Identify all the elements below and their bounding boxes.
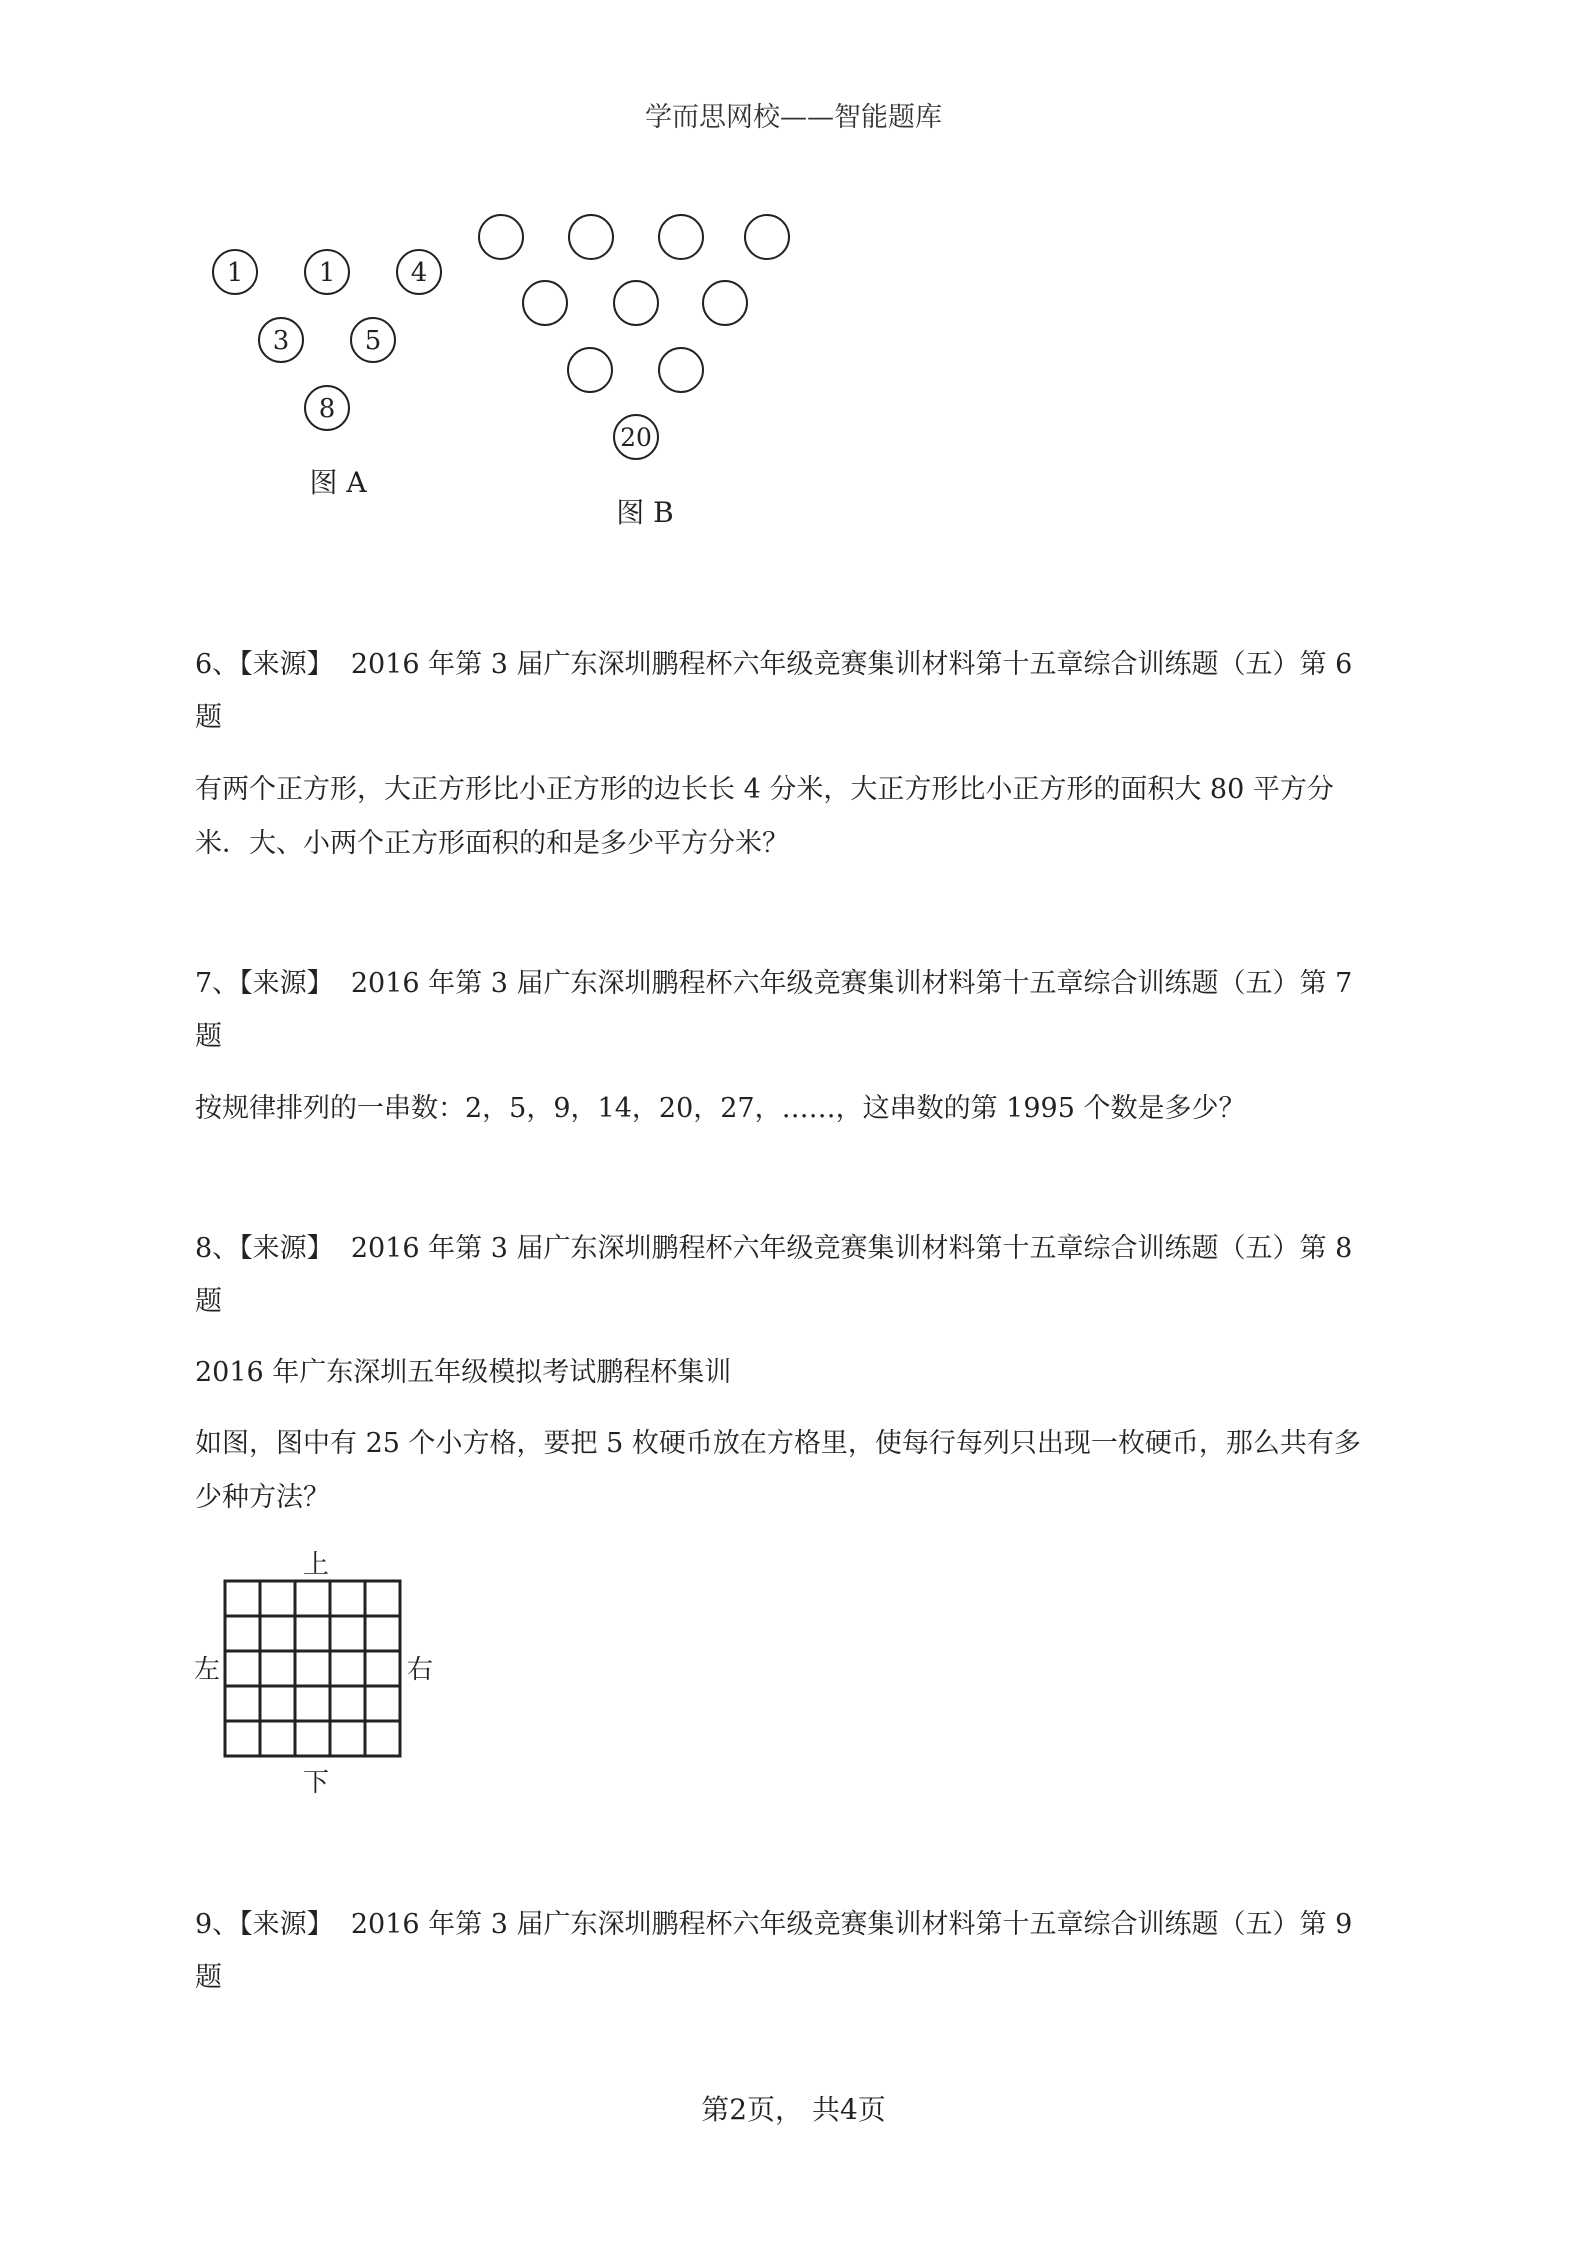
q8-source xyxy=(195,1229,1352,1269)
q8-extra-source: 2016 年广东深圳五年级模拟考试鹏程杯集训 xyxy=(195,1357,732,1388)
figure-b-caption: 图 B xyxy=(616,496,674,529)
q8-text-2: 少种方法？ xyxy=(195,1482,330,1513)
q6-source-label: 【来源】 xyxy=(239,649,334,680)
grid-label-left: 左 xyxy=(193,1655,221,1685)
fig-b-bottom-value: 20 xyxy=(620,423,652,452)
q8-text-1: 如图，图中有 25 个小方格，要把 5 枚硬币放在方格里，使每行每列只出现一枚硬币，那么共有多 xyxy=(195,1428,1361,1459)
fig-a-r2-c1: 3 xyxy=(272,326,290,356)
q6-source-text: 2016 年第 3 届广东深圳鹏程杯六年级竞赛集训材料第十五章综合训练题（五）第 6 xyxy=(350,649,1353,680)
q9-source-text: 2016 年第 3 届广东深圳鹏程杯六年级竞赛集训材料第十五章综合训练题（五）第 9 xyxy=(350,1909,1353,1940)
q7-text-1: 按规律排列的一串数：2，5，9，14，20，27，……，这串数的第 1995 个数是多少？ xyxy=(195,1093,1246,1124)
triangle-figures xyxy=(0,190,900,550)
fig-a-r1-c3: 4 xyxy=(410,258,428,288)
grid-label-bottom: 下 xyxy=(302,1768,330,1798)
q7-source-cont: 题 xyxy=(195,1021,222,1052)
coin-grid-figure xyxy=(190,1545,450,1805)
page-footer: 第2页， 共4页 xyxy=(701,2093,886,2126)
q9-source-label: 【来源】 xyxy=(239,1909,334,1940)
q8-number: 8、 xyxy=(195,1233,240,1264)
fig-a-r1-c2: 1 xyxy=(318,258,336,288)
grid-label-right: 右 xyxy=(406,1655,434,1685)
q7-source xyxy=(195,964,1352,1004)
q9-source-cont: 题 xyxy=(195,1962,222,1993)
figure-a-caption: 图 A xyxy=(309,466,367,499)
q6-source-cont: 题 xyxy=(195,702,222,733)
fig-a-r1-c1: 1 xyxy=(226,258,244,288)
q9-number: 9、 xyxy=(195,1909,240,1940)
q6-text-2: 米．大、小两个正方形面积的和是多少平方分米？ xyxy=(195,828,789,859)
coin-grid xyxy=(225,1581,400,1756)
q8-source-cont: 题 xyxy=(195,1286,222,1317)
fig-a-r3-c1: 8 xyxy=(318,394,336,424)
q8-source-label: 【来源】 xyxy=(239,1233,334,1264)
q6-text-1: 有两个正方形，大正方形比小正方形的边长长 4 分米，大正方形比小正方形的面积大 80 平方分 xyxy=(195,774,1334,805)
q7-source-text: 2016 年第 3 届广东深圳鹏程杯六年级竞赛集训材料第十五章综合训练题（五）第 7 xyxy=(350,968,1353,999)
page-header: 学而思网校——智能题库 xyxy=(645,102,942,133)
grid-label-top: 上 xyxy=(302,1550,330,1580)
q6-number: 6、 xyxy=(195,649,240,680)
q7-source-label: 【来源】 xyxy=(239,968,334,999)
q6-source xyxy=(195,645,1352,685)
q7-number: 7、 xyxy=(195,968,240,999)
q8-source-text: 2016 年第 3 届广东深圳鹏程杯六年级竞赛集训材料第十五章综合训练题（五）第 8 xyxy=(350,1233,1353,1264)
q9-source xyxy=(195,1905,1352,1945)
fig-a-r2-c2: 5 xyxy=(364,326,382,356)
